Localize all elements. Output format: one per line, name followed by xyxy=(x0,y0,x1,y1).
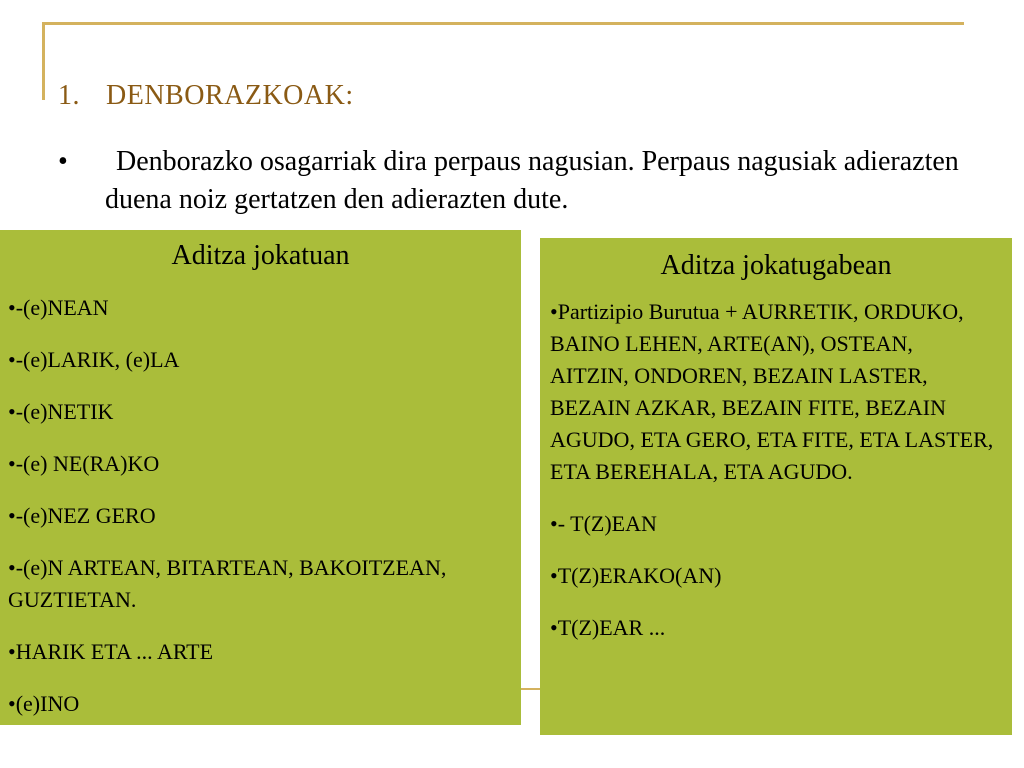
frame-connector-line xyxy=(520,688,540,690)
intro-paragraph xyxy=(58,143,978,219)
list-item: •-(e) NE(RA)KO xyxy=(8,451,160,476)
list-item: •T(Z)ERAKO(AN) xyxy=(550,563,722,588)
list-item: •-(e)NEAN xyxy=(8,295,109,320)
intro-text: Denborazko osagarriak dira perpaus nagusian. Perpaus nagusiak adierazten duena noiz gertatzen den adierazten dute. xyxy=(105,146,959,215)
left-box-finite-verb xyxy=(0,230,521,725)
list-item: •T(Z)EAR ... xyxy=(550,615,666,640)
list-item: •- T(Z)EAN xyxy=(550,511,657,536)
left-box-list xyxy=(0,292,521,720)
list-item: •-(e)NEZ GERO xyxy=(8,503,156,528)
list-item: •-(e)N ARTEAN, BITARTEAN, BAKOITZEAN, GUZTIETAN. xyxy=(8,555,447,612)
left-box-title: Aditza jokatuan xyxy=(171,240,350,271)
slide-heading xyxy=(58,80,354,112)
frame-left-line xyxy=(42,22,45,100)
list-item: •Partizipio Burutua + AURRETIK, ORDUKO, BAINO LEHEN, ARTE(AN), OSTEAN, AITZIN, ONDOREN, BEZAIN LASTER, BEZAIN AZKAR, BEZAIN FITE, BEZAIN AGUDO, ETA GERO, ETA FITE, ETA LASTER, ETA BEREHALA, ETA AGUDO. xyxy=(550,299,994,484)
right-box-nonfinite-verb xyxy=(540,238,1012,735)
list-item: •-(e)NETIK xyxy=(8,399,114,424)
frame-top-line xyxy=(42,22,964,25)
intro-bullet: • xyxy=(58,146,68,177)
right-box-list xyxy=(540,296,1012,644)
list-item: •HARIK ETA ... ARTE xyxy=(8,639,214,664)
heading-title: DENBORAZKOAK: xyxy=(106,80,354,111)
list-item: •-(e)LARIK, (e)LA xyxy=(8,347,180,372)
right-box-title: Aditza jokatugabean xyxy=(660,250,892,281)
list-item: •(e)INO xyxy=(8,691,80,716)
heading-number: 1. xyxy=(58,80,80,111)
